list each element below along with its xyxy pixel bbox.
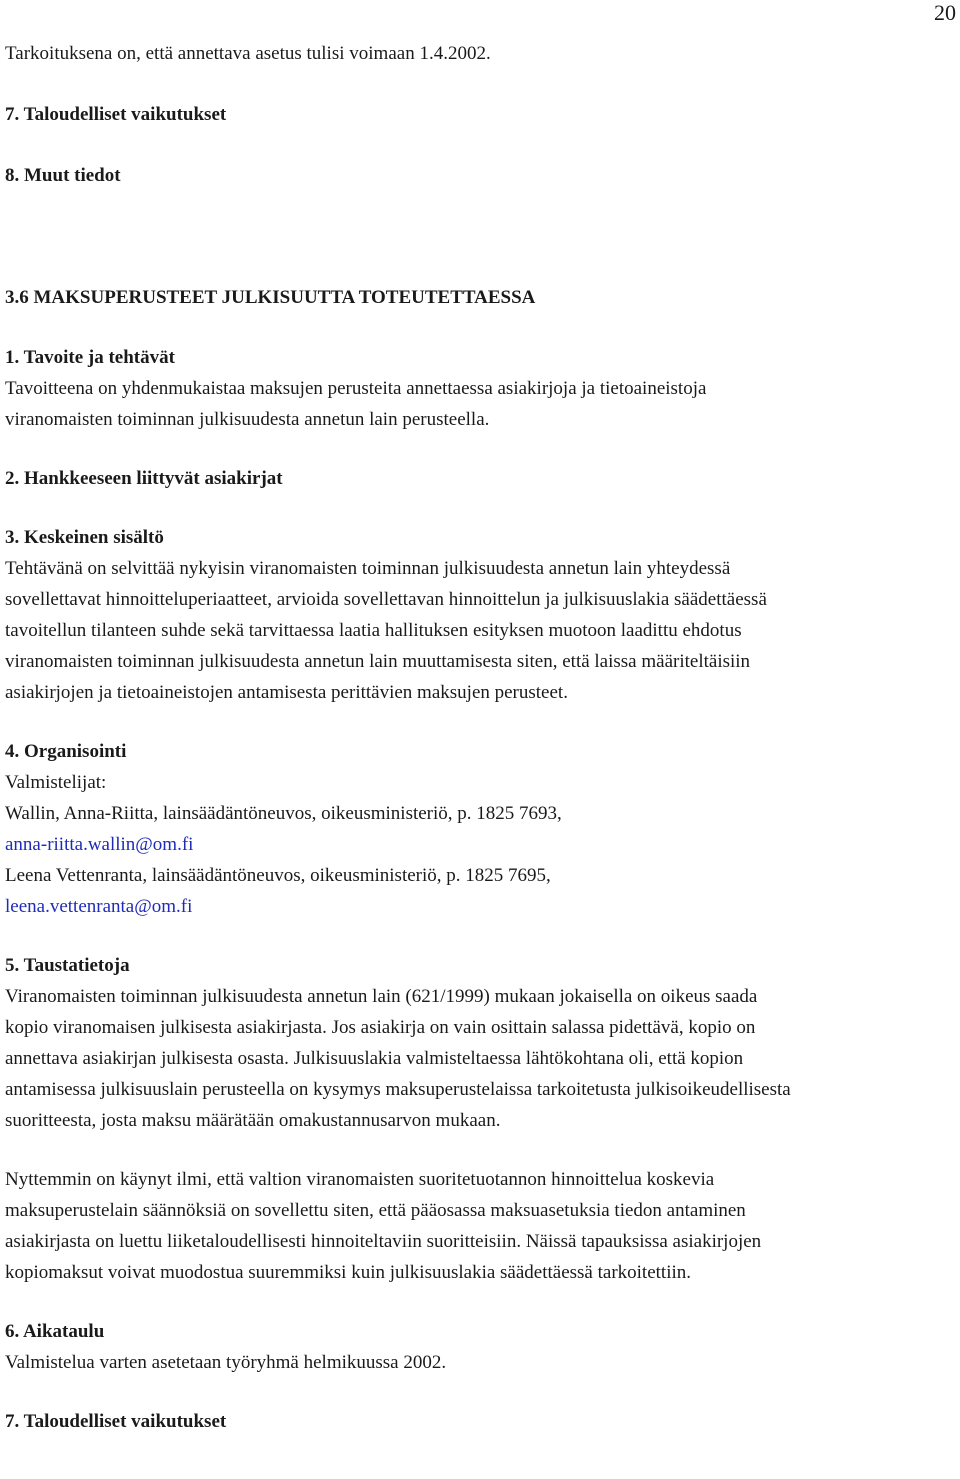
s5-para1-line: antamisessa julkisuuslain perusteella on kysymys maksuperustelaissa tarkoitetusta julkisoikeudellisesta	[5, 1079, 791, 1100]
heading-economic-effects-2: 7. Taloudelliset vaikutukset	[5, 1411, 227, 1432]
heading-economic-effects: 7. Taloudelliset vaikutukset	[5, 104, 227, 125]
heading-other-info: 8. Muut tiedot	[5, 165, 121, 186]
s5-para1-line: suoritteesta, josta maksu määrätään omakustannusarvon mukaan.	[5, 1110, 501, 1131]
s5-para2-line: Nyttemmin on käynyt ilmi, että valtion viranomaisten suoritetuotannon hinnoittelua koskevia	[5, 1169, 715, 1190]
s5-para2-line: maksuperustelain säännöksiä on sovellettu siten, että pääosassa maksuasetuksia tiedon antaminen	[5, 1200, 746, 1221]
preparers-label: Valmistelijat:	[5, 772, 107, 793]
s5-para2-line: asiakirjasta on luettu liiketaloudellisesti hinnoiteltaviin suoritteisiin. Näissä tapauksissa asiakirjojen	[5, 1231, 762, 1252]
s1-line: Tavoitteena on yhdenmukaistaa maksujen perusteita annettaessa asiakirjoja ja tietoaineistoja	[5, 378, 707, 399]
s1-heading: 1. Tavoite ja tehtävät	[5, 347, 175, 368]
document-body	[5, 38, 955, 1437]
s6-heading: 6. Aikataulu	[5, 1321, 105, 1342]
preparer-2: Leena Vettenranta, lainsäädäntöneuvos, oikeusministeriö, p. 1825 7695,	[5, 865, 551, 886]
s5-heading: 5. Taustatietoja	[5, 955, 130, 976]
page-number: 20	[934, 0, 956, 25]
s3-line: viranomaisten toiminnan julkisuudesta annetun lain muuttamisesta siten, että laissa määriteltäisiin	[5, 651, 751, 672]
email-link-1[interactable]: anna-riitta.wallin@om.fi	[5, 834, 194, 855]
email-link-2[interactable]: leena.vettenranta@om.fi	[5, 896, 193, 917]
intro-text: Tarkoituksena on, että annettava asetus tulisi voimaan 1.4.2002.	[5, 43, 491, 64]
preparer-1: Wallin, Anna-Riitta, lainsäädäntöneuvos, oikeusministeriö, p. 1825 7693,	[5, 803, 562, 824]
s5-para1-line: annettava asiakirjan julkisesta osasta. Julkisuuslakia valmisteltaessa lähtökohtana oli, että kopion	[5, 1048, 744, 1069]
s3-line: tavoitellun tilanteen suhde sekä tarvittaessa laatia hallituksen esityksen muotoon laadittu ehdotus	[5, 620, 742, 641]
s2-heading: 2. Hankkeeseen liittyvät asiakirjat	[5, 468, 283, 489]
s1-line: viranomaisten toiminnan julkisuudesta annetun lain perusteella.	[5, 409, 490, 430]
s3-line: Tehtävänä on selvittää nykyisin viranomaisten toiminnan julkisuudesta annetun lain yhteydessä	[5, 558, 731, 579]
section-title: 3.6 MAKSUPERUSTEET JULKISUUTTA TOTEUTETTAESSA	[5, 287, 536, 308]
s3-line: sovellettavat hinnoitteluperiaatteet, arvioida sovellettavan hinnoittelun ja julkisuuslakia säädettäessä	[5, 589, 767, 610]
s5-para2-line: kopiomaksut voivat muodostua suuremmiksi kuin julkisuuslakia säädettäessä tarkoitettiin.	[5, 1262, 692, 1283]
s3-line: asiakirjojen ja tietoaineistojen antamisesta perittävien maksujen perusteet.	[5, 682, 568, 703]
s5-para1-line: Viranomaisten toiminnan julkisuudesta annetun lain (621/1999) mukaan jokaisella on oikeus saada	[5, 986, 758, 1007]
s3-heading: 3. Keskeinen sisältö	[5, 527, 164, 548]
s4-heading: 4. Organisointi	[5, 741, 127, 762]
s5-para1-line: kopio viranomaisen julkisesta asiakirjasta. Jos asiakirja on vain osittain salassa pidettävä, kopio on	[5, 1017, 756, 1038]
s6-text: Valmistelua varten asetetaan työryhmä helmikuussa 2002.	[5, 1352, 447, 1373]
